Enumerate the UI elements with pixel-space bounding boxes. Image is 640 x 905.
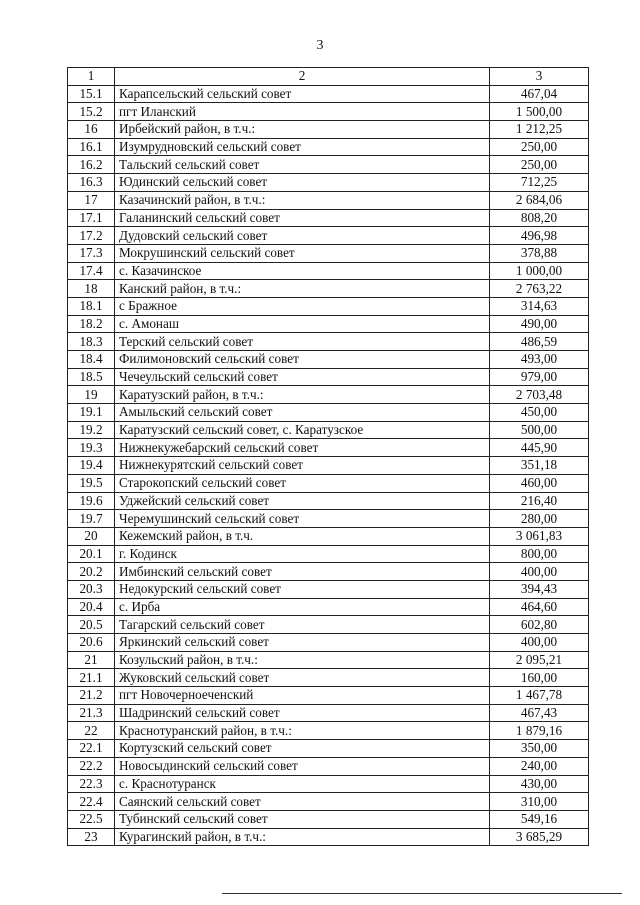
row-amount: 1 500,00 [490, 103, 589, 121]
row-amount: 3 061,83 [490, 527, 589, 545]
bottom-divider [222, 893, 622, 894]
row-name: Яркинский сельский совет [115, 634, 490, 652]
row-amount: 3 685,29 [490, 828, 589, 846]
row-amount: 486,59 [490, 333, 589, 351]
row-amount: 800,00 [490, 545, 589, 563]
table-row [68, 651, 589, 669]
table-row [68, 457, 589, 475]
row-number: 22.5 [68, 810, 115, 828]
table-row [68, 722, 589, 740]
row-amount: 350,00 [490, 740, 589, 758]
row-name: Нижнекурятский сельский совет [115, 457, 490, 475]
row-number: 22.2 [68, 757, 115, 775]
table-row [68, 757, 589, 775]
row-number: 19.2 [68, 421, 115, 439]
row-number: 21.2 [68, 687, 115, 705]
table-row [68, 404, 589, 422]
row-name: Тагарский сельский совет [115, 616, 490, 634]
row-name: Канский район, в т.ч.: [115, 280, 490, 298]
row-number: 17.3 [68, 244, 115, 262]
row-amount: 378,88 [490, 244, 589, 262]
row-name: с. Амонаш [115, 315, 490, 333]
table-row [68, 492, 589, 510]
row-name: г. Кодинск [115, 545, 490, 563]
table-row [68, 368, 589, 386]
table-row [68, 669, 589, 687]
row-amount: 240,00 [490, 757, 589, 775]
table-row [68, 687, 589, 705]
table-row [68, 351, 589, 369]
table-row [68, 227, 589, 245]
row-number: 18.2 [68, 315, 115, 333]
table-row [68, 333, 589, 351]
row-amount: 467,43 [490, 704, 589, 722]
table-row [68, 297, 589, 315]
row-name: Жуковский сельский совет [115, 669, 490, 687]
row-number: 16.3 [68, 174, 115, 192]
row-amount: 450,00 [490, 404, 589, 422]
row-amount: 1 000,00 [490, 262, 589, 280]
row-name: Старокопский сельский совет [115, 474, 490, 492]
row-number: 19.3 [68, 439, 115, 457]
row-amount: 314,63 [490, 297, 589, 315]
row-amount: 979,00 [490, 368, 589, 386]
row-number: 20.6 [68, 634, 115, 652]
row-name: Кортузский сельский совет [115, 740, 490, 758]
row-number: 20.1 [68, 545, 115, 563]
table-row [68, 280, 589, 298]
row-amount: 351,18 [490, 457, 589, 475]
row-amount: 280,00 [490, 510, 589, 528]
row-amount: 250,00 [490, 138, 589, 156]
table-row [68, 634, 589, 652]
row-amount: 394,43 [490, 580, 589, 598]
row-amount: 1 212,25 [490, 121, 589, 139]
row-number: 22.3 [68, 775, 115, 793]
row-amount: 430,00 [490, 775, 589, 793]
table-row [68, 191, 589, 209]
row-amount: 500,00 [490, 421, 589, 439]
table-row [68, 421, 589, 439]
row-number: 15.1 [68, 85, 115, 103]
row-name: с Бражное [115, 297, 490, 315]
table-row [68, 439, 589, 457]
row-name: Ирбейский район, в т.ч.: [115, 121, 490, 139]
row-number: 20.2 [68, 563, 115, 581]
row-name: Терский сельский совет [115, 333, 490, 351]
row-name: Дудовский сельский совет [115, 227, 490, 245]
table-row [68, 527, 589, 545]
row-amount: 549,16 [490, 810, 589, 828]
row-amount: 460,00 [490, 474, 589, 492]
row-amount: 2 763,22 [490, 280, 589, 298]
row-number: 21.1 [68, 669, 115, 687]
row-number: 18.5 [68, 368, 115, 386]
row-number: 16 [68, 121, 115, 139]
table-row [68, 209, 589, 227]
row-amount: 467,04 [490, 85, 589, 103]
row-number: 16.2 [68, 156, 115, 174]
row-amount: 602,80 [490, 616, 589, 634]
row-name: Недокурский сельский совет [115, 580, 490, 598]
table-row [68, 174, 589, 192]
row-name: Имбинский сельский совет [115, 563, 490, 581]
row-number: 20.5 [68, 616, 115, 634]
row-number: 20.4 [68, 598, 115, 616]
row-number: 22 [68, 722, 115, 740]
table-row [68, 810, 589, 828]
row-name: Изумрудновский сельский совет [115, 138, 490, 156]
row-name: Краснотуранский район, в т.ч.: [115, 722, 490, 740]
row-name: пгт Новочерноеченский [115, 687, 490, 705]
row-number: 17.2 [68, 227, 115, 245]
table-row [68, 474, 589, 492]
row-number: 18 [68, 280, 115, 298]
row-name: Черемушинский сельский совет [115, 510, 490, 528]
row-number: 21.3 [68, 704, 115, 722]
row-name: Юдинский сельский совет [115, 174, 490, 192]
header-col-3: 3 [490, 68, 589, 86]
row-name: Нижнекужебарский сельский совет [115, 439, 490, 457]
table-row [68, 262, 589, 280]
row-number: 23 [68, 828, 115, 846]
table-header-row [68, 68, 589, 86]
row-number: 15.2 [68, 103, 115, 121]
table-row [68, 740, 589, 758]
table-row [68, 138, 589, 156]
table-row [68, 103, 589, 121]
table-row [68, 244, 589, 262]
row-amount: 490,00 [490, 315, 589, 333]
row-number: 18.3 [68, 333, 115, 351]
table-row [68, 386, 589, 404]
header-col-1: 1 [68, 68, 115, 86]
row-amount: 808,20 [490, 209, 589, 227]
row-number: 19.5 [68, 474, 115, 492]
row-name: Саянский сельский совет [115, 793, 490, 811]
row-name: Козульский район, в т.ч.: [115, 651, 490, 669]
table-row [68, 616, 589, 634]
row-number: 22.1 [68, 740, 115, 758]
row-number: 17.4 [68, 262, 115, 280]
row-name: пгт Иланский [115, 103, 490, 121]
row-name: Тубинский сельский совет [115, 810, 490, 828]
row-amount: 216,40 [490, 492, 589, 510]
row-name: Каратузский сельский совет, с. Каратузское [115, 421, 490, 439]
table-row [68, 793, 589, 811]
row-name: Тальский сельский совет [115, 156, 490, 174]
table-row [68, 121, 589, 139]
table-row [68, 828, 589, 846]
row-number: 20.3 [68, 580, 115, 598]
row-amount: 464,60 [490, 598, 589, 616]
table-row [68, 775, 589, 793]
row-name: Каратузский район, в т.ч.: [115, 386, 490, 404]
table-row [68, 545, 589, 563]
header-col-2: 2 [115, 68, 490, 86]
table-row [68, 156, 589, 174]
row-amount: 2 684,06 [490, 191, 589, 209]
table-row [68, 704, 589, 722]
row-number: 18.4 [68, 351, 115, 369]
row-name: Карапсельский сельский совет [115, 85, 490, 103]
budget-table [67, 67, 589, 846]
row-amount: 310,00 [490, 793, 589, 811]
table-row [68, 315, 589, 333]
row-name: Казачинский район, в т.ч.: [115, 191, 490, 209]
row-name: Амыльский сельский совет [115, 404, 490, 422]
table-row [68, 580, 589, 598]
row-number: 19 [68, 386, 115, 404]
row-amount: 1 879,16 [490, 722, 589, 740]
row-amount: 400,00 [490, 563, 589, 581]
table-row [68, 598, 589, 616]
row-amount: 493,00 [490, 351, 589, 369]
row-number: 17 [68, 191, 115, 209]
row-name: Уджейский сельский совет [115, 492, 490, 510]
row-number: 18.1 [68, 297, 115, 315]
row-name: Мокрушинский сельский совет [115, 244, 490, 262]
row-name: с. Казачинское [115, 262, 490, 280]
row-name: Филимоновский сельский совет [115, 351, 490, 369]
table-row [68, 510, 589, 528]
row-amount: 400,00 [490, 634, 589, 652]
row-name: Чечеульский сельский совет [115, 368, 490, 386]
row-number: 19.6 [68, 492, 115, 510]
row-name: Галанинский сельский совет [115, 209, 490, 227]
row-amount: 712,25 [490, 174, 589, 192]
table-row [68, 85, 589, 103]
row-amount: 2 703,48 [490, 386, 589, 404]
row-amount: 250,00 [490, 156, 589, 174]
row-name: с. Краснотуранск [115, 775, 490, 793]
row-name: Кежемский район, в т.ч. [115, 527, 490, 545]
row-amount: 445,90 [490, 439, 589, 457]
row-name: Шадринский сельский совет [115, 704, 490, 722]
row-name: с. Ирба [115, 598, 490, 616]
row-number: 17.1 [68, 209, 115, 227]
row-number: 20 [68, 527, 115, 545]
row-amount: 160,00 [490, 669, 589, 687]
row-amount: 1 467,78 [490, 687, 589, 705]
row-number: 22.4 [68, 793, 115, 811]
row-number: 19.7 [68, 510, 115, 528]
row-number: 16.1 [68, 138, 115, 156]
row-name: Курагинский район, в т.ч.: [115, 828, 490, 846]
row-number: 19.4 [68, 457, 115, 475]
page-number: 3 [316, 38, 324, 53]
row-number: 19.1 [68, 404, 115, 422]
table-row [68, 563, 589, 581]
row-name: Новосыдинский сельский совет [115, 757, 490, 775]
row-amount: 496,98 [490, 227, 589, 245]
row-number: 21 [68, 651, 115, 669]
row-amount: 2 095,21 [490, 651, 589, 669]
